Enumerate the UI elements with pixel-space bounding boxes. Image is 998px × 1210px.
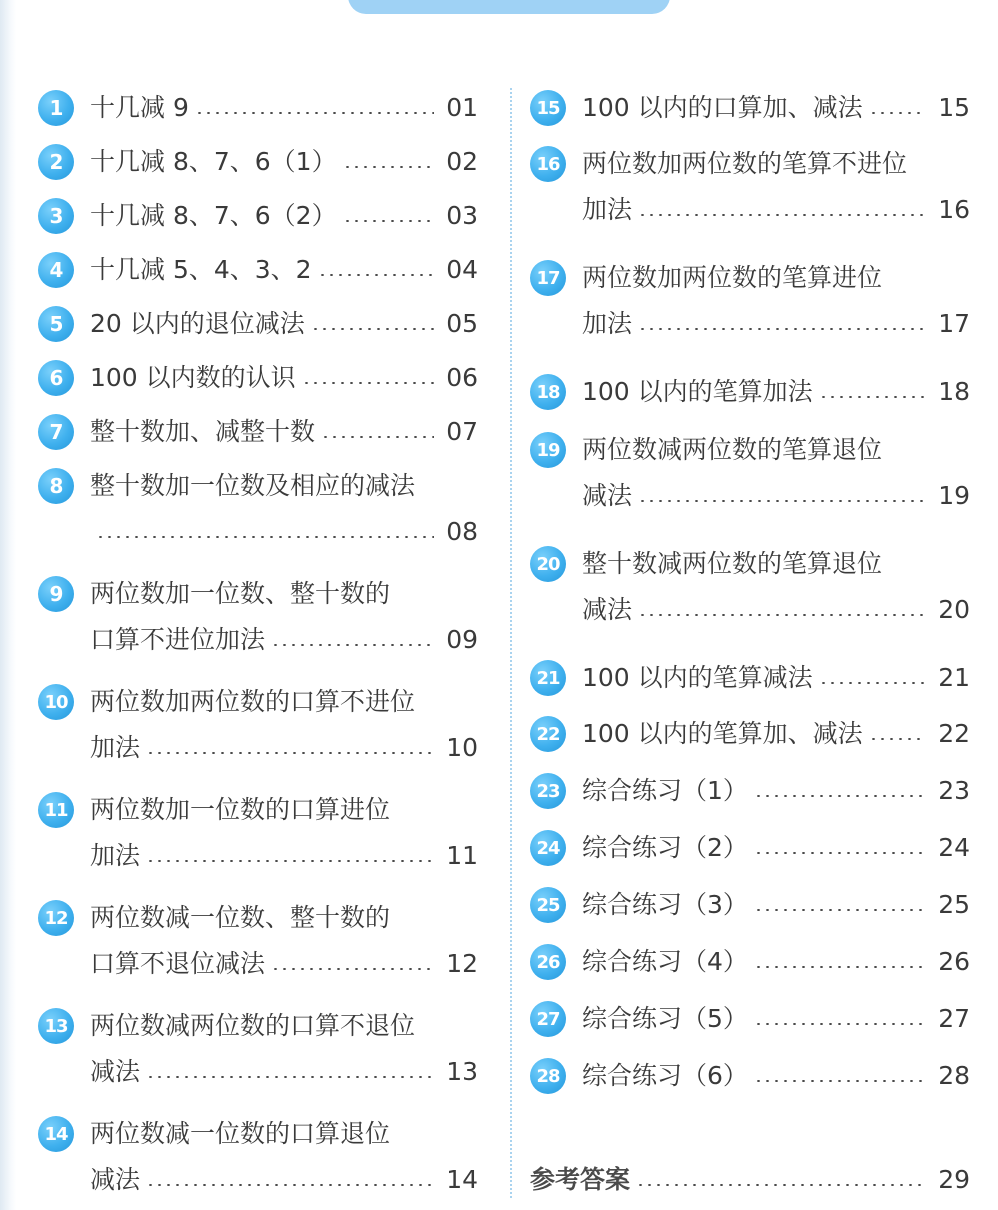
toc-title: 两位数加两位数的口算不进位 — [90, 687, 416, 716]
toc-line — [582, 1058, 970, 1094]
page-number: 07 — [446, 417, 478, 446]
page-number: 17 — [938, 309, 970, 338]
toc-line — [582, 716, 970, 752]
toc-title: 两位数加一位数、整十数的 — [90, 579, 391, 608]
chapter-number-badge: 23 — [530, 773, 566, 809]
page-number: 26 — [938, 947, 970, 976]
chapter-number-badge: 26 — [530, 944, 566, 980]
page-number: 24 — [938, 833, 970, 862]
column-divider — [510, 88, 512, 1198]
leader-dots — [754, 966, 926, 968]
toc-title: 综合练习（2） — [582, 833, 748, 862]
chapter-number-badge: 5 — [38, 306, 74, 342]
leader-dots — [754, 795, 926, 797]
leader-dots — [638, 214, 926, 216]
answers-label: 参考答案 — [530, 1165, 631, 1194]
toc-line — [90, 414, 478, 450]
leader-dots — [754, 909, 926, 911]
page-number: 12 — [446, 949, 478, 978]
leader-dots — [638, 500, 926, 502]
page-number: 03 — [446, 201, 478, 230]
leader-dots — [869, 738, 926, 740]
toc-title: 加法 — [90, 841, 141, 870]
leader-dots — [638, 328, 926, 330]
chapter-number-badge: 16 — [530, 146, 566, 182]
chapter-number-badge: 10 — [38, 684, 74, 720]
toc-line — [90, 946, 478, 982]
chapter-number-badge: 14 — [38, 1116, 74, 1152]
toc-title: 100 以内的笔算减法 — [582, 663, 813, 692]
toc-line — [582, 146, 970, 182]
leader-dots — [271, 644, 434, 646]
toc-title: 整十数加一位数及相应的减法 — [90, 471, 416, 500]
toc-line — [90, 1162, 478, 1198]
toc-title: 100 以内的笔算加法 — [582, 377, 813, 406]
page-number: 18 — [938, 377, 970, 406]
toc-title: 综合练习（3） — [582, 890, 748, 919]
toc-line — [90, 514, 478, 550]
toc-line — [90, 360, 478, 396]
leader-dots — [636, 1184, 926, 1186]
leader-dots — [819, 396, 926, 398]
page-number: 08 — [446, 517, 478, 546]
chapter-number-badge: 6 — [38, 360, 74, 396]
toc-line — [90, 468, 478, 504]
toc-line — [90, 144, 478, 180]
page-number: 15 — [938, 93, 970, 122]
leader-dots — [638, 614, 926, 616]
chapter-number-badge: 18 — [530, 374, 566, 410]
page-number: 05 — [446, 309, 478, 338]
leader-dots — [96, 536, 434, 538]
chapter-number-badge: 1 — [38, 90, 74, 126]
toc-title: 综合练习（4） — [582, 947, 748, 976]
toc-line — [90, 838, 478, 874]
leader-dots — [343, 166, 434, 168]
toc-title: 综合练习（1） — [582, 776, 748, 805]
chapter-number-badge: 21 — [530, 660, 566, 696]
toc-line — [582, 192, 970, 228]
chapter-number-badge: 9 — [38, 576, 74, 612]
toc-title: 十几减 9 — [90, 93, 189, 122]
toc-line — [90, 252, 478, 288]
leader-dots — [754, 1023, 926, 1025]
toc-line — [90, 1008, 478, 1044]
answers-page: 29 — [938, 1165, 970, 1194]
toc-line — [90, 576, 478, 612]
toc-line — [90, 792, 478, 828]
toc-line — [582, 887, 970, 923]
page-number: 01 — [446, 93, 478, 122]
leader-dots — [146, 860, 434, 862]
page-number: 02 — [446, 147, 478, 176]
leader-dots — [321, 436, 434, 438]
chapter-number-badge: 2 — [38, 144, 74, 180]
toc-title: 加法 — [582, 309, 633, 338]
toc-line — [582, 1001, 970, 1037]
page-number: 09 — [446, 625, 478, 654]
chapter-number-badge: 4 — [38, 252, 74, 288]
toc-line — [582, 944, 970, 980]
toc-title: 100 以内的口算加、减法 — [582, 93, 863, 122]
leader-dots — [271, 968, 434, 970]
chapter-number-badge: 17 — [530, 260, 566, 296]
toc-title: 口算不退位减法 — [90, 949, 266, 978]
chapter-number-badge: 15 — [530, 90, 566, 126]
toc-title: 加法 — [90, 733, 141, 762]
leader-dots — [311, 328, 434, 330]
toc-title: 100 以内的笔算加、减法 — [582, 719, 863, 748]
leader-dots — [195, 112, 434, 114]
toc-title: 两位数减一位数的口算退位 — [90, 1119, 391, 1148]
page-number: 10 — [446, 733, 478, 762]
leader-dots — [318, 274, 434, 276]
toc-line — [582, 432, 970, 468]
leader-dots — [146, 1076, 434, 1078]
toc-line — [90, 730, 478, 766]
toc-line — [90, 900, 478, 936]
leader-dots — [343, 220, 434, 222]
page-number: 20 — [938, 595, 970, 624]
toc-title: 综合练习（6） — [582, 1061, 748, 1090]
toc-title: 十几减 8、7、6（1） — [90, 147, 337, 176]
toc-title: 综合练习（5） — [582, 1004, 748, 1033]
toc-line — [582, 830, 970, 866]
chapter-number-badge: 28 — [530, 1058, 566, 1094]
page-number: 22 — [938, 719, 970, 748]
page-number: 13 — [446, 1057, 478, 1086]
toc-line — [582, 374, 970, 410]
toc-line — [90, 1116, 478, 1152]
header-tab — [348, 0, 670, 14]
toc-title: 减法 — [582, 595, 633, 624]
toc-line — [582, 306, 970, 342]
page-number: 28 — [938, 1061, 970, 1090]
toc-line — [582, 546, 970, 582]
toc-title: 十几减 5、4、3、2 — [90, 255, 312, 284]
toc-line — [582, 478, 970, 514]
toc-title: 20 以内的退位减法 — [90, 309, 305, 338]
chapter-number-badge: 20 — [530, 546, 566, 582]
toc-title: 减法 — [90, 1165, 141, 1194]
toc-title: 十几减 8、7、6（2） — [90, 201, 337, 230]
toc-title: 两位数加两位数的笔算进位 — [582, 263, 883, 292]
chapter-number-badge: 11 — [38, 792, 74, 828]
toc-title: 两位数减一位数、整十数的 — [90, 903, 391, 932]
toc-title: 两位数加一位数的口算进位 — [90, 795, 391, 824]
toc-title: 加法 — [582, 195, 633, 224]
answers-line — [530, 1162, 970, 1198]
chapter-number-badge: 19 — [530, 432, 566, 468]
chapter-number-badge: 12 — [38, 900, 74, 936]
page-number: 25 — [938, 890, 970, 919]
page-number: 06 — [446, 363, 478, 392]
page-number: 16 — [938, 195, 970, 224]
toc-title: 整十数加、减整十数 — [90, 417, 316, 446]
chapter-number-badge: 13 — [38, 1008, 74, 1044]
page-number: 21 — [938, 663, 970, 692]
toc-line — [90, 1054, 478, 1090]
leader-dots — [819, 682, 926, 684]
toc-title: 减法 — [90, 1057, 141, 1086]
leader-dots — [302, 382, 434, 384]
chapter-number-badge: 25 — [530, 887, 566, 923]
toc-title: 两位数减两位数的笔算退位 — [582, 435, 883, 464]
toc-title: 减法 — [582, 481, 633, 510]
toc-line — [582, 260, 970, 296]
chapter-number-badge: 22 — [530, 716, 566, 752]
toc-line — [582, 660, 970, 696]
leader-dots — [146, 752, 434, 754]
leader-dots — [754, 852, 926, 854]
toc-title: 整十数减两位数的笔算退位 — [582, 549, 883, 578]
chapter-number-badge: 8 — [38, 468, 74, 504]
chapter-number-badge: 27 — [530, 1001, 566, 1037]
toc-title: 两位数加两位数的笔算不进位 — [582, 149, 908, 178]
page-number: 14 — [446, 1165, 478, 1194]
chapter-number-badge: 24 — [530, 830, 566, 866]
toc-line — [90, 622, 478, 658]
chapter-number-badge: 7 — [38, 414, 74, 450]
leader-dots — [754, 1080, 926, 1082]
page-number: 04 — [446, 255, 478, 284]
toc-title: 口算不进位加法 — [90, 625, 266, 654]
toc-line — [582, 773, 970, 809]
leader-dots — [146, 1184, 434, 1186]
page-number: 27 — [938, 1004, 970, 1033]
toc-title: 两位数减两位数的口算不退位 — [90, 1011, 416, 1040]
chapter-number-badge: 3 — [38, 198, 74, 234]
page-number: 23 — [938, 776, 970, 805]
toc-line — [582, 592, 970, 628]
toc-line — [90, 90, 478, 126]
toc-line — [90, 306, 478, 342]
leader-dots — [869, 112, 926, 114]
toc-line — [582, 90, 970, 126]
toc-title: 100 以内数的认识 — [90, 363, 296, 392]
page-edge-shadow — [0, 0, 16, 1210]
toc-line — [90, 198, 478, 234]
toc-line — [90, 684, 478, 720]
page-number: 11 — [446, 841, 478, 870]
page-number: 19 — [938, 481, 970, 510]
